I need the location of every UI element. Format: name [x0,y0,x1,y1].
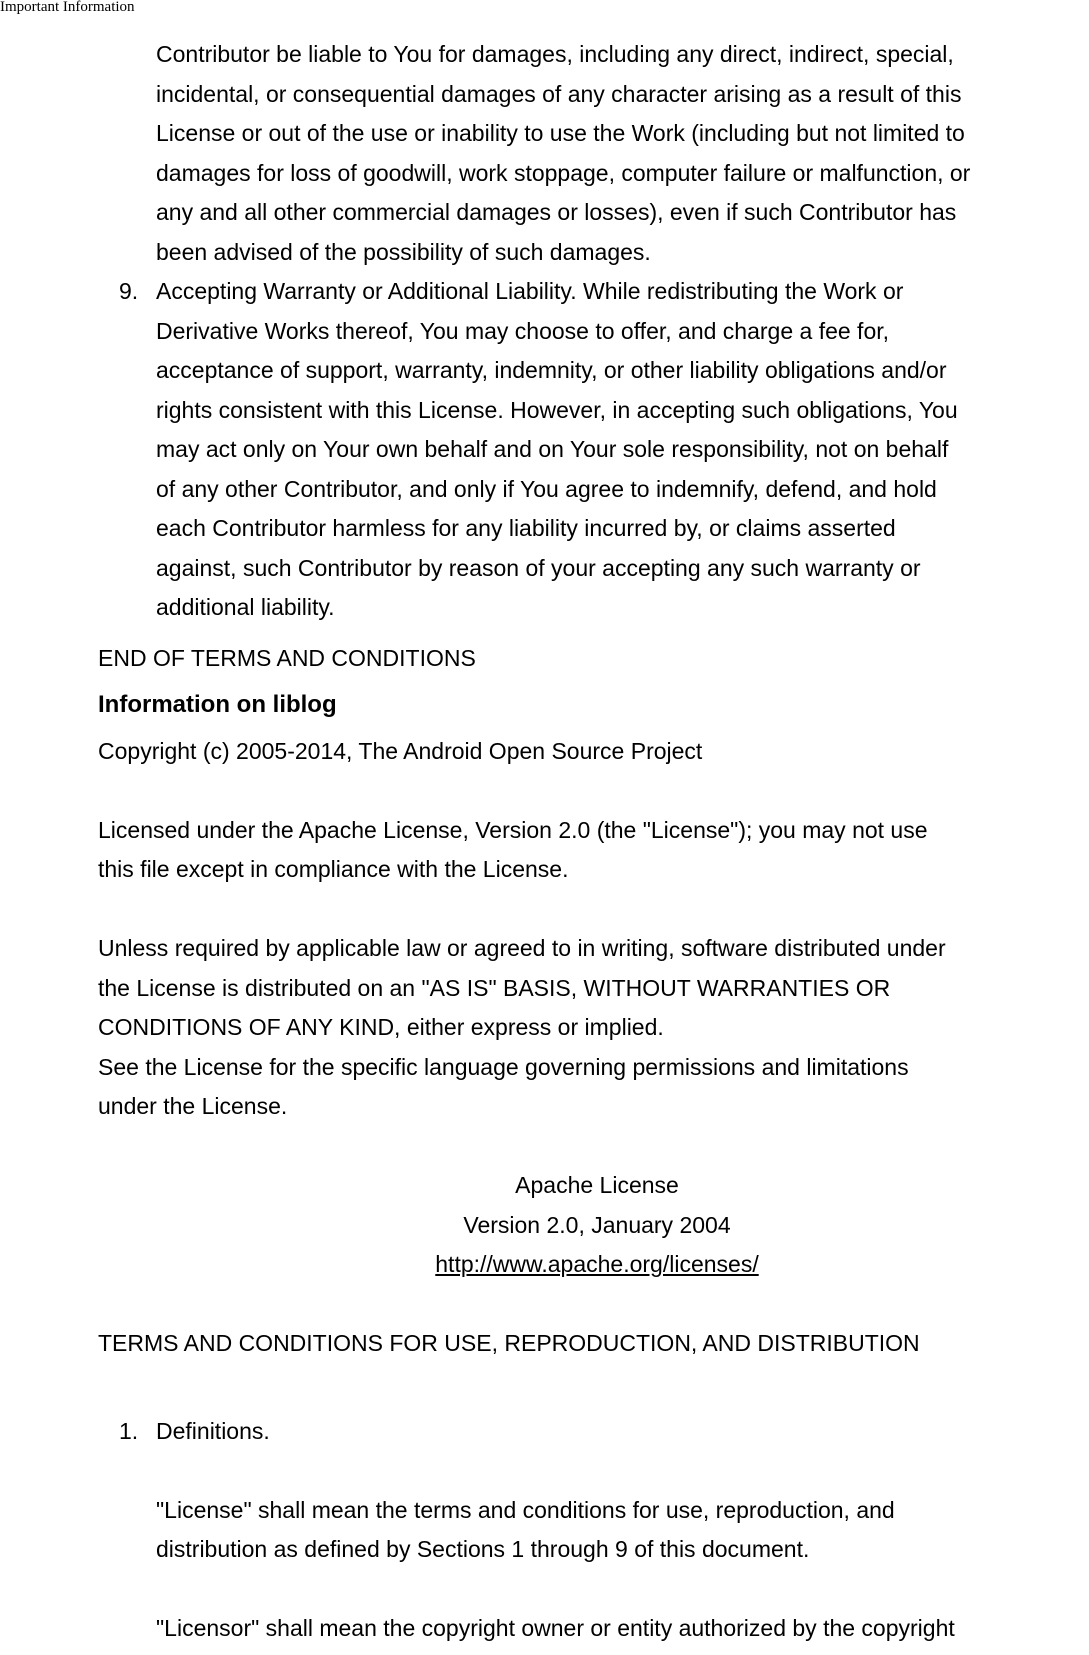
text-line: damages for loss of goodwill, work stoppage, computer failure or malfunction, or [156,159,971,186]
spacer [156,1570,1089,1610]
liblog-heading: Information on liblog [98,691,337,718]
text-line: the License is distributed on an "AS IS" BASIS, WITHOUT WARRANTIES OR [98,974,891,1001]
text-line: may act only on Your own behalf and on Your sole responsibility, not on behalf [156,436,949,462]
text-line: each Contributor harmless for any liability incurred by, or claims asserted [156,515,896,541]
text-line: against, such Contributor by reason of your accepting any such warranty or [156,554,921,581]
text-line: Contributor be liable to You for damages, including any direct, indirect, special, [156,41,954,67]
text-line: License or out of the use or inability to use the Work (including but not limited to [156,120,965,146]
spacer [98,890,1089,930]
spacer [98,771,1089,811]
text-line: under the License. [98,1093,288,1119]
text-line: been advised of the possibility of such damages. [156,238,651,265]
apache-license-version: Version 2.0, January 2004 [463,1211,731,1238]
text-line: Derivative Works thereof, You may choose to offer, and charge a fee for, [156,317,890,344]
definitions-title: Definitions. [156,1417,270,1444]
liblog-copyright: Copyright (c) 2005-2014, The Android Open Source Project [98,737,703,764]
text-line: Unless required by applicable law or agreed to in writing, software distributed under [98,935,946,961]
apache-license-link[interactable]: http://www.apache.org/licenses/ [435,1251,759,1277]
text-line: acceptance of support, warranty, indemnity, or other liability obligations and/or [156,357,947,383]
document-content [98,35,1089,1649]
text-line: incidental, or consequential damages of any character arising as a result of this [156,80,962,107]
apache-license-block [98,1166,1089,1285]
license-paragraph [98,811,1089,890]
text-line: rights consistent with this License. However, in accepting such obligations, You [156,396,958,423]
text-line: "Licensor" shall mean the copyright owner or entity authorized by the copyright [156,1615,955,1641]
text-line: "License" shall mean the terms and conditions for use, reproduction, and [156,1496,895,1523]
text-line: distribution as defined by Sections 1 through 9 of this document. [156,1536,810,1562]
page-header-title: Important Information [0,0,135,15]
apache-license-title: Apache License [515,1172,679,1198]
terms-conditions-title: TERMS AND CONDITIONS FOR USE, REPRODUCTION, AND DISTRIBUTION [98,1330,920,1356]
spacer [156,1451,1089,1491]
text-line: any and all other commercial damages or losses), even if such Contributor has [156,199,957,225]
unless-paragraph [98,929,1089,1127]
spacer [98,1285,1089,1325]
section-1-definitions [119,1412,1089,1649]
end-of-terms: END OF TERMS AND CONDITIONS [98,644,476,671]
section-9-warranty [119,272,1089,628]
spacer [98,1127,1089,1167]
list-number: 1. [119,1417,139,1444]
text-line: CONDITIONS OF ANY KIND, either express or implied. [98,1014,664,1040]
text-line: See the License for the specific language governing permissions and limitations [98,1053,909,1080]
text-line: Accepting Warranty or Additional Liability. While redistributing the Work or [156,278,904,304]
text-line: Licensed under the Apache License, Version 2.0 (the "License"); you may not use [98,816,928,843]
text-line: this file except in compliance with the License. [98,856,569,882]
list-number: 9. [119,278,139,304]
text-line: of any other Contributor, and only if You agree to indemnify, defend, and hold [156,475,937,502]
section-8-continuation [156,35,1089,272]
text-line: additional liability. [156,594,335,620]
